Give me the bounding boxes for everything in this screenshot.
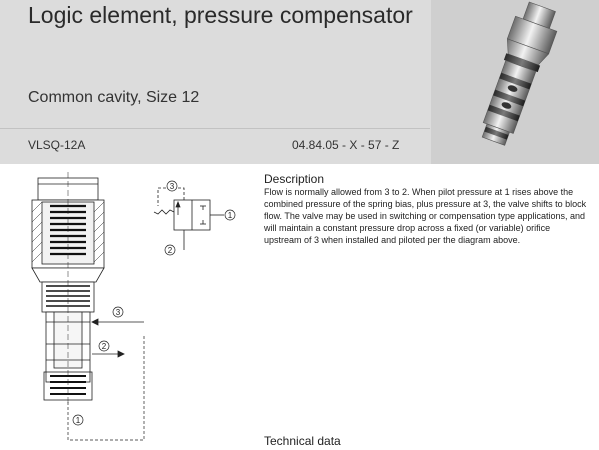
- hydraulic-symbol: [150, 180, 250, 270]
- header-divider: [0, 128, 430, 129]
- section-port-label-3: 3: [115, 308, 121, 317]
- cartridge-valve-illustration: [431, 0, 599, 164]
- page-title: Logic element, pressure compensator: [28, 2, 413, 28]
- symbol-port-label-1: 1: [227, 211, 233, 220]
- product-photo: [431, 0, 599, 164]
- section-port-label-2: 2: [101, 342, 107, 351]
- description-heading: Description: [264, 172, 325, 186]
- technical-data-heading: Technical data: [264, 434, 341, 448]
- symbol-port-label-3: 3: [169, 182, 175, 191]
- symbol-port-label-2: 2: [167, 246, 173, 255]
- page-subtitle: Common cavity, Size 12: [28, 89, 200, 106]
- model-code: VLSQ-12A: [28, 138, 86, 152]
- description-body: Flow is normally allowed from 3 to 2. When pilot pressure at 1 rises above the combined pressure of the spring bias, plus pressure at 3, the valve shifts to block flow. The valve may be used in switching or compensation type applications, and will maintain a constant pressure drop across a fixed (or variable) orifice upstream of 3 when installed and piloted per the diagram above.: [264, 187, 587, 245]
- order-code: 04.84.05 - X - 57 - Z: [292, 138, 400, 152]
- section-port-label-1: 1: [75, 416, 81, 425]
- cartridge-section-drawing: [20, 172, 160, 444]
